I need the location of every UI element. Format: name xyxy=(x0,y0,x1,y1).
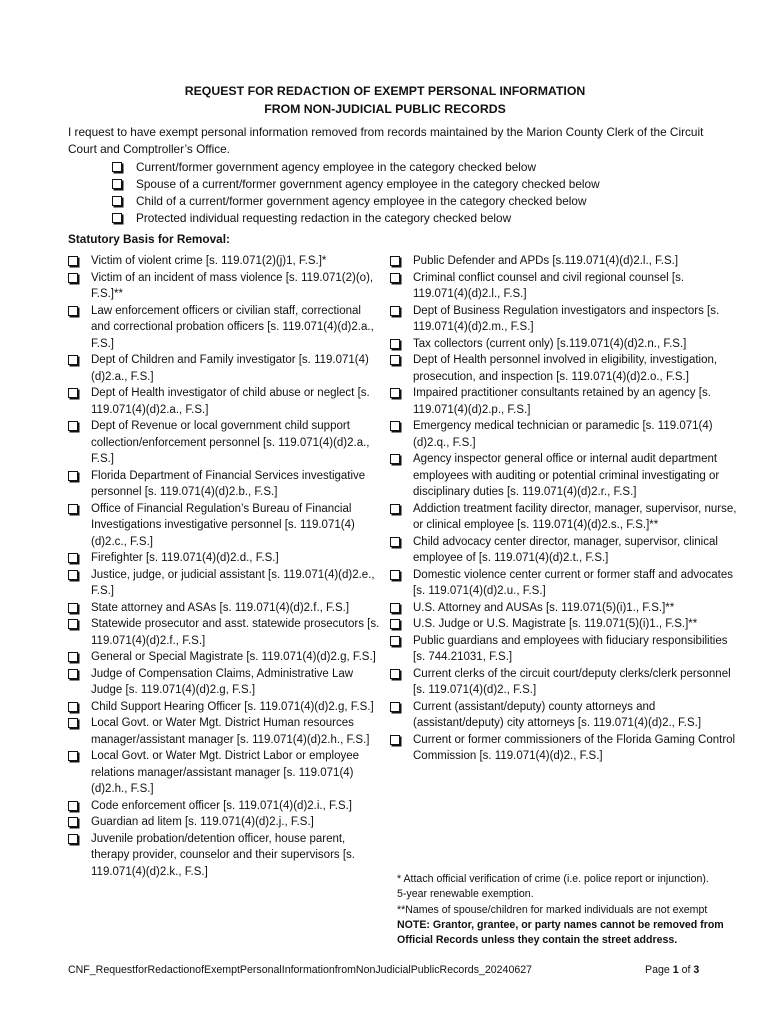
right-statutory-column xyxy=(390,253,740,765)
relationship-choices xyxy=(112,159,712,227)
checkbox-icon[interactable] xyxy=(68,652,78,662)
checkbox-icon[interactable] xyxy=(390,504,400,514)
checkbox-icon[interactable] xyxy=(112,213,122,223)
checkbox-icon[interactable] xyxy=(390,570,400,580)
checkbox-icon[interactable] xyxy=(68,619,78,629)
choice-spouse[interactable]: Spouse of a current/former government agency employee in the category checked below xyxy=(112,176,712,193)
choice-child[interactable]: Child of a current/former government agency employee in the category checked below xyxy=(112,193,712,210)
document-title-line-2: FROM NON-JUDICIAL PUBLIC RECORDS xyxy=(264,102,506,116)
checkbox-icon[interactable] xyxy=(68,817,78,827)
checkbox-icon[interactable] xyxy=(390,421,400,431)
checkbox-icon[interactable] xyxy=(390,636,400,646)
basis-item[interactable]: State attorney and ASAs [s. 119.071(4)(d)2.f., F.S.] xyxy=(68,600,382,617)
checkbox-icon[interactable] xyxy=(390,702,400,712)
basis-item[interactable]: Dept of Health investigator of child abuse or neglect [s. 119.071(4)(d)2.a., F.S.] xyxy=(68,385,382,418)
basis-item[interactable]: Victim of violent crime [s. 119.071(2)(j)1, F.S.]* xyxy=(68,253,382,270)
checkbox-icon[interactable] xyxy=(390,735,400,745)
checkbox-icon[interactable] xyxy=(68,273,78,283)
checkbox-icon[interactable] xyxy=(68,421,78,431)
checkbox-icon[interactable] xyxy=(390,355,400,365)
checkbox-icon[interactable] xyxy=(68,603,78,613)
basis-item[interactable]: Local Govt. or Water Mgt. District Human resources manager/assistant manager [s. 119.071(4)(d)2.h., F.S.] xyxy=(68,715,382,748)
basis-item[interactable]: Dept of Health personnel involved in eligibility, investigation, prosecution, and inspection [s. 119.071(4)(d)2.o., F.S.] xyxy=(390,352,740,385)
checkbox-icon[interactable] xyxy=(390,306,400,316)
note-renewable: 5-year renewable exemption. xyxy=(397,888,534,901)
basis-item[interactable]: Dept of Children and Family investigator [s. 119.071(4)(d)2.a., F.S.] xyxy=(68,352,382,385)
basis-item[interactable]: Victim of an incident of mass violence [s. 119.071(2)(o), F.S.]** xyxy=(68,270,382,303)
basis-item[interactable]: Public guardians and employees with fiduciary responsibilities [s. 744.21031, F.S.] xyxy=(390,633,740,666)
statutory-basis-heading: Statutory Basis for Removal: xyxy=(68,232,230,246)
checkbox-icon[interactable] xyxy=(68,471,78,481)
checkbox-icon[interactable] xyxy=(390,256,400,266)
checkbox-icon[interactable] xyxy=(68,702,78,712)
checkbox-icon[interactable] xyxy=(68,718,78,728)
basis-item[interactable]: Statewide prosecutor and asst. statewide prosecutors [s. 119.071(4)(d)2.f., F.S.] xyxy=(68,616,382,649)
basis-item[interactable]: Current or former commissioners of the Florida Gaming Control Commission [s. 119.071(4)(d)2., F.S.] xyxy=(390,732,740,765)
checkbox-icon[interactable] xyxy=(68,355,78,365)
basis-item[interactable]: Juvenile probation/detention officer, house parent, therapy provider, counselor and their supervisors [s. 119.071(4)(d)2.k., F.S.] xyxy=(68,831,382,881)
page-number: Page 1 of 3 xyxy=(645,964,700,976)
checkbox-icon[interactable] xyxy=(68,504,78,514)
checkbox-icon[interactable] xyxy=(390,273,400,283)
footnotes xyxy=(397,872,747,948)
basis-item[interactable]: Florida Department of Financial Services investigative personnel [s. 119.071(4)(d)2.b., F.S.] xyxy=(68,468,382,501)
checkbox-icon[interactable] xyxy=(112,179,122,189)
basis-item[interactable]: Impaired practitioner consultants retained by an agency [s. 119.071(4)(d)2.p., F.S.] xyxy=(390,385,740,418)
basis-item[interactable]: Agency inspector general office or internal audit department employees with auditing or potential criminal investigating or disciplinary duties [s. 119.071(4)(d)2.r., F.S.] xyxy=(390,451,740,501)
checkbox-icon[interactable] xyxy=(112,196,122,206)
basis-item[interactable]: Local Govt. or Water Mgt. District Labor or employee relations manager/assistant manager [s. 119.071(4)(d)2.h., F.S.] xyxy=(68,748,382,798)
basis-item[interactable]: Public Defender and APDs [s.119.071(4)(d)2.l., F.S.] xyxy=(390,253,740,270)
basis-item[interactable]: U.S. Attorney and AUSAs [s. 119.071(5)(i)1., F.S.]** xyxy=(390,600,740,617)
note-official-records: NOTE: Grantor, grantee, or party names cannot be removed from Official Records unless they contain the street address. xyxy=(397,918,724,947)
checkbox-icon[interactable] xyxy=(68,256,78,266)
basis-item[interactable]: Tax collectors (current only) [s.119.071(4)(d)2.n., F.S.] xyxy=(390,336,740,353)
checkbox-icon[interactable] xyxy=(68,306,78,316)
checkbox-icon[interactable] xyxy=(68,834,78,844)
basis-item[interactable]: Justice, judge, or judicial assistant [s. 119.071(4)(d)2.e., F.S.] xyxy=(68,567,382,600)
basis-item[interactable]: Current clerks of the circuit court/deputy clerks/clerk personnel [s. 119.071(4)(d)2., F.S.] xyxy=(390,666,740,699)
basis-item[interactable]: Judge of Compensation Claims, Administrative Law Judge [s. 119.071(4)(d)2.g, F.S.] xyxy=(68,666,382,699)
basis-item[interactable]: Firefighter [s. 119.071(4)(d)2.d., F.S.] xyxy=(68,550,382,567)
basis-item[interactable]: Child Support Hearing Officer [s. 119.071(4)(d)2.g, F.S.] xyxy=(68,699,382,716)
note-verification: * Attach official verification of crime (i.e. police report or injunction). xyxy=(397,873,709,885)
checkbox-icon[interactable] xyxy=(68,570,78,580)
checkbox-icon[interactable] xyxy=(390,603,400,613)
basis-item[interactable]: Guardian ad litem [s. 119.071(4)(d)2.j., F.S.] xyxy=(68,814,382,831)
document-title-line-1: REQUEST FOR REDACTION OF EXEMPT PERSONAL INFORMATION xyxy=(184,84,586,98)
checkbox-icon[interactable] xyxy=(390,454,400,464)
basis-item[interactable]: U.S. Judge or U.S. Magistrate [s. 119.071(5)(i)1., F.S.]** xyxy=(390,616,740,633)
basis-item[interactable]: Dept of Business Regulation investigators and inspectors [s. 119.071(4)(d)2.m., F.S.] xyxy=(390,303,740,336)
basis-item[interactable]: Office of Financial Regulation’s Bureau of Financial Investigations investigative personnel [s. 119.071(4)(d)2.c., F.S.] xyxy=(68,501,382,551)
basis-item[interactable]: Emergency medical technician or paramedic [s. 119.071(4)(d)2.q., F.S.] xyxy=(390,418,740,451)
note-not-exempt: **Names of spouse/children for marked individuals are not exempt xyxy=(397,903,708,916)
checkbox-icon[interactable] xyxy=(390,537,400,547)
basis-item[interactable]: Domestic violence center current or former staff and advocates [s. 119.071(4)(d)2.u., F.S.] xyxy=(390,567,740,600)
basis-item[interactable]: General or Special Magistrate [s. 119.071(4)(d)2.g, F.S.] xyxy=(68,649,382,666)
checkbox-icon[interactable] xyxy=(390,669,400,679)
left-statutory-column xyxy=(68,253,382,880)
checkbox-icon[interactable] xyxy=(68,388,78,398)
basis-item[interactable]: Code enforcement officer [s. 119.071(4)(d)2.i., F.S.] xyxy=(68,798,382,815)
checkbox-icon[interactable] xyxy=(68,751,78,761)
basis-item[interactable]: Child advocacy center director, manager, supervisor, clinical employee of [s. 119.071(4)(d)2.t., F.S.] xyxy=(390,534,740,567)
choice-current-former-employee[interactable]: Current/former government agency employee in the category checked below xyxy=(112,159,712,176)
checkbox-icon[interactable] xyxy=(112,162,122,172)
intro-paragraph: I request to have exempt personal information removed from records maintained by the Marion County Clerk of the Circuit Court and Comptroller’s Office. xyxy=(68,125,704,156)
choice-protected-individual[interactable]: Protected individual requesting redaction in the category checked below xyxy=(112,210,712,227)
form-identifier: CNF_RequestforRedactionofExemptPersonalInformationfromNonJudicialPublicRecords_20240627 xyxy=(68,964,533,976)
checkbox-icon[interactable] xyxy=(390,339,400,349)
checkbox-icon[interactable] xyxy=(68,669,78,679)
checkbox-icon[interactable] xyxy=(390,619,400,629)
basis-item[interactable]: Law enforcement officers or civilian staff, correctional and correctional probation officers [s. 119.071(4)(d)2.a., F.S.] xyxy=(68,303,382,353)
basis-item[interactable]: Dept of Revenue or local government child support collection/enforcement personnel [s. 119.071(4)(d)2.a., F.S.] xyxy=(68,418,382,468)
basis-item[interactable]: Addiction treatment facility director, manager, supervisor, nurse, or clinical employee [s. 119.071(4)(d)2.s., F.S.]** xyxy=(390,501,740,534)
basis-item[interactable]: Criminal conflict counsel and civil regional counsel [s. 119.071(4)(d)2.l., F.S.] xyxy=(390,270,740,303)
checkbox-icon[interactable] xyxy=(390,388,400,398)
checkbox-icon[interactable] xyxy=(68,801,78,811)
checkbox-icon[interactable] xyxy=(68,553,78,563)
basis-item[interactable]: Current (assistant/deputy) county attorneys and (assistant/deputy) city attorneys [s. 119.071(4)(d)2., F.S.] xyxy=(390,699,740,732)
